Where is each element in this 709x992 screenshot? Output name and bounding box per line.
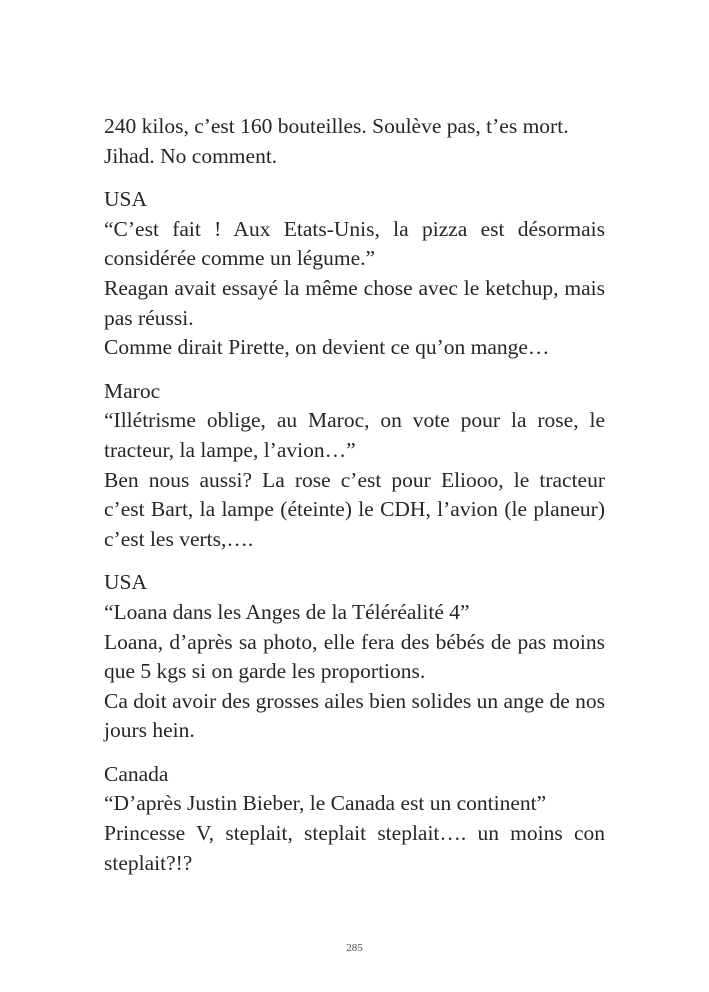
page-body <box>104 112 605 878</box>
paragraph: 240 kilos, c’est 160 bouteilles. Soulève pas, t’es mort. <box>104 114 569 138</box>
news-item-canada <box>104 760 605 878</box>
paragraph: Jihad. No comment. <box>104 143 278 168</box>
news-item-usa-pizza <box>104 185 605 363</box>
intro-block <box>104 112 605 171</box>
headline-quote: “C’est fait ! Aux Etats-Unis, la pizza est désormais considérée comme un légume.” <box>104 216 605 271</box>
paragraph: Loana, d’après sa photo, elle fera des bébés de pas moins que 5 kgs si on garde les proportions. <box>104 629 605 684</box>
country-heading: Canada <box>104 761 169 786</box>
paragraph: Reagan avait essayé la même chose avec le ketchup, mais pas réussi. <box>104 275 605 330</box>
country-heading: USA <box>104 570 148 595</box>
headline-quote: “Loana dans les Anges de la Téléréalité 4” <box>104 599 470 624</box>
paragraph: Princesse V, steplait, steplait steplait…. un moins con steplait?!? <box>104 821 605 875</box>
headline-quote: “Illétrisme oblige, au Maroc, on vote pour la rose, le tracteur, la lampe, l’avion…” <box>104 408 605 462</box>
headline-quote: “D’après Justin Bieber, le Canada est un continent” <box>104 791 547 816</box>
paragraph: Comme dirait Pirette, on devient ce qu’on mange… <box>104 335 550 360</box>
paragraph: Ca doit avoir des grosses ailes bien solides un ange de nos jours hein. <box>104 688 605 743</box>
paragraph: Ben nous aussi? La rose c’est pour Eliooo, le tracteur c’est Bart, la lampe (éteinte) le CDH, l’avion (le planeur) c’est les verts,…. <box>104 467 605 551</box>
country-heading: USA <box>104 187 148 212</box>
country-heading: Maroc <box>104 378 161 403</box>
page-number: 285 <box>346 942 363 954</box>
news-item-maroc <box>104 377 605 555</box>
news-item-usa-loana <box>104 568 605 746</box>
